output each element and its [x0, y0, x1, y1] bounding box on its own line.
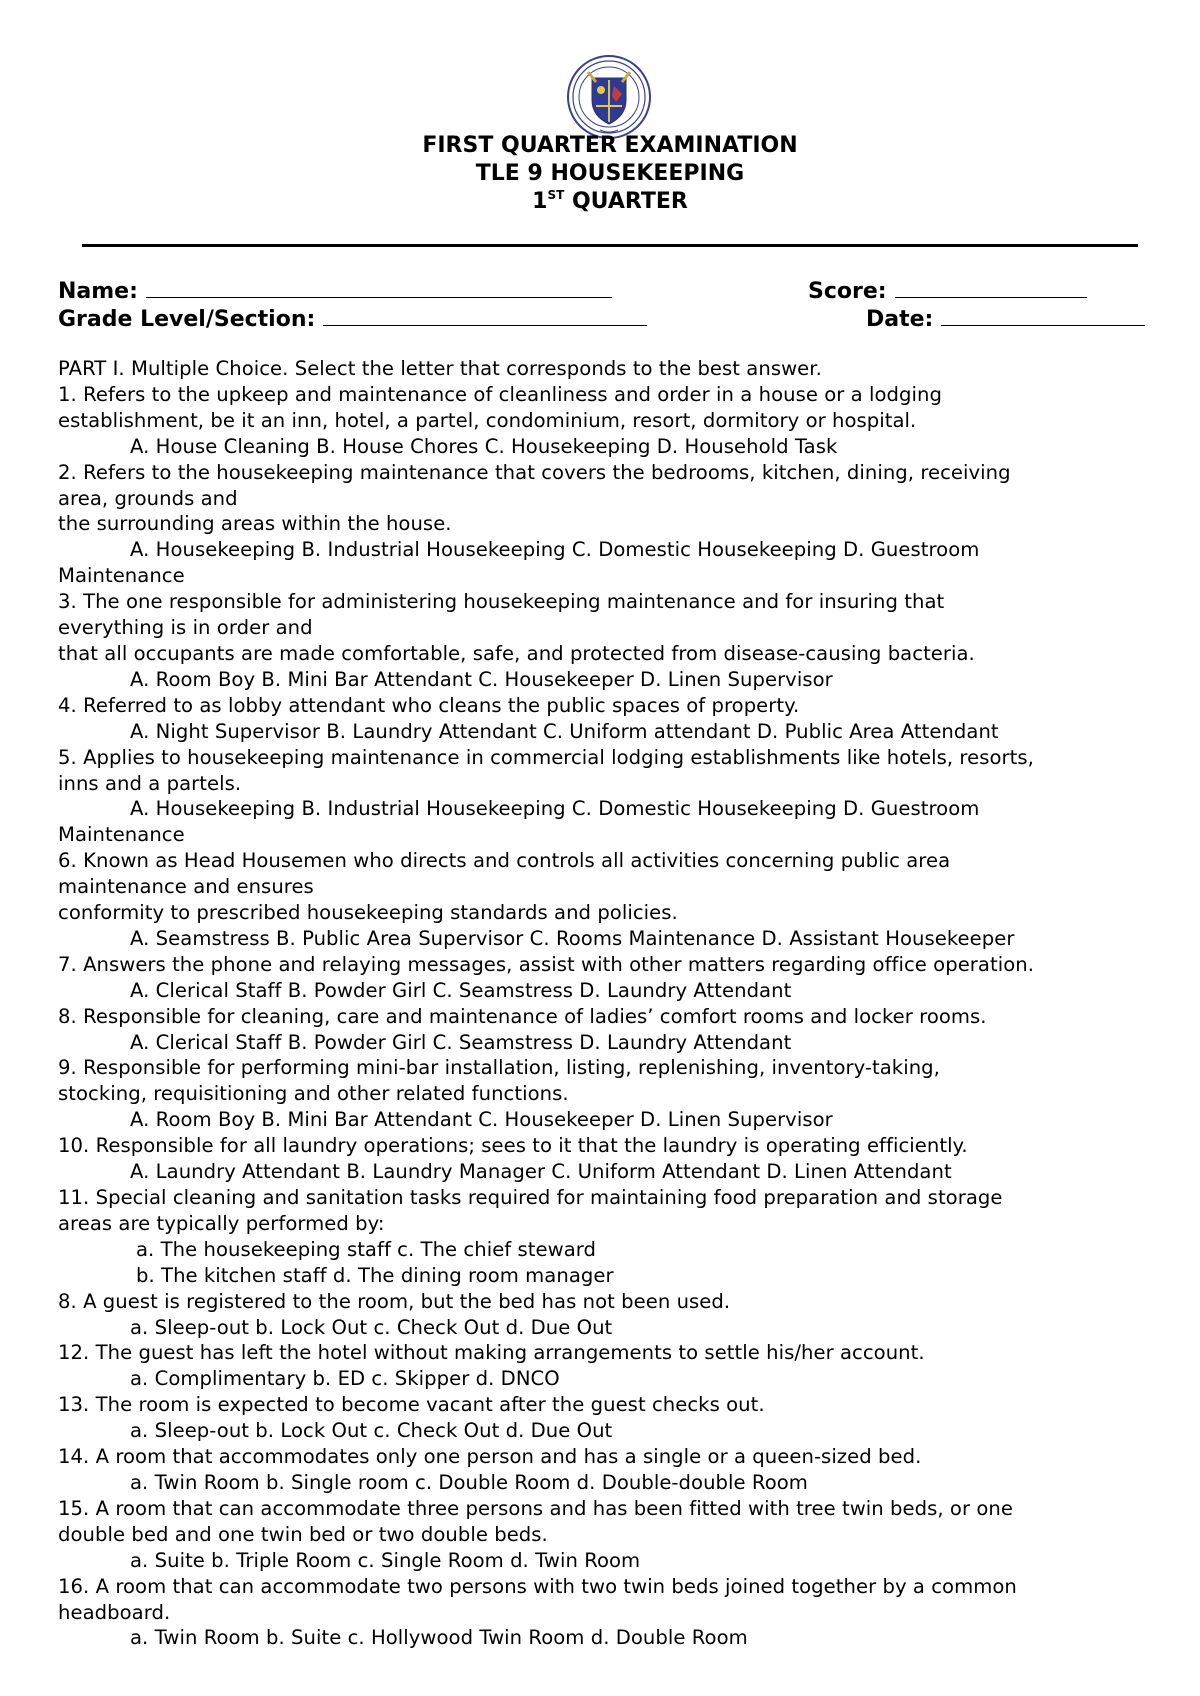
exam-subject: TLE 9 HOUSEKEEPING: [475, 161, 745, 186]
question-6: 6. Known as Head Housemen who directs and controls all activities concerning public area: [58, 849, 951, 873]
date-label: Date:: [866, 307, 934, 332]
question-5-choices-cont: Maintenance: [58, 823, 185, 847]
question-1-choices: A. House Cleaning B. House Chores C. Housekeeping D. Household Task: [130, 434, 838, 458]
question-13: 13. The room is expected to become vacant after the guest checks out.: [58, 1393, 765, 1417]
date-field[interactable]: [866, 305, 1145, 333]
question-7: 7. Answers the phone and relaying messages, assist with other matters regarding office operation.: [58, 952, 1034, 976]
question-1: 1. Refers to the upkeep and maintenance of cleanliness and order in a house or a lodging: [58, 382, 942, 406]
score-blank[interactable]: [895, 277, 1087, 298]
question-1-cont: establishment, be it an inn, hotel, a partel, condominium, resort, dormitory or hospital.: [58, 408, 917, 432]
question-12-choices: a. Complimentary b. ED c. Skipper d. DNCO: [130, 1367, 560, 1391]
question-5-choices: A. Housekeeping B. Industrial Housekeeping C. Domestic Housekeeping D. Guestroom: [130, 797, 980, 821]
question-3-choices: A. Room Boy B. Mini Bar Attendant C. Housekeeper D. Linen Supervisor: [130, 667, 833, 691]
part-instructions: PART I. Multiple Choice. Select the letter that corresponds to the best answer.: [58, 357, 822, 380]
score-label: Score:: [808, 279, 887, 304]
question-2-choices-cont: Maintenance: [58, 564, 185, 588]
score-field[interactable]: [808, 277, 1087, 305]
question-3: 3. The one responsible for administering housekeeping maintenance and for insuring that: [58, 590, 945, 614]
question-2: 2. Refers to the housekeeping maintenance that covers the bedrooms, kitchen, dining, receiving: [58, 460, 1011, 484]
grade-section-field[interactable]: [58, 305, 647, 333]
question-14-choices: a. Twin Room b. Single room c. Double Room d. Double-double Room: [130, 1470, 808, 1494]
question-16-cont: headboard.: [58, 1600, 171, 1624]
question-4-choices: A. Night Supervisor B. Laundry Attendant C. Uniform attendant D. Public Area Attendant: [130, 719, 999, 743]
grade-section-blank[interactable]: [323, 305, 647, 326]
question-11-choices-bd: b. The kitchen staff d. The dining room manager: [136, 1263, 614, 1287]
question-5-cont: inns and a partels.: [58, 771, 242, 795]
question-4: 4. Referred to as lobby attendant who cleans the public spaces of property.: [58, 693, 800, 717]
question-11-cont: areas are typically performed by:: [58, 1211, 385, 1235]
exam-quarter: 1ST QUARTER: [532, 188, 688, 214]
question-16: 16. A room that can accommodate two persons with two twin beds joined together by a common: [58, 1574, 1017, 1598]
question-8: 8. Responsible for cleaning, care and maintenance of ladies’ comfort rooms and locker rooms.: [58, 1004, 987, 1028]
question-15: 15. A room that can accommodate three persons and has been fitted with tree twin beds, or one: [58, 1496, 1013, 1520]
date-blank[interactable]: [941, 305, 1145, 326]
question-8b: 8. A guest is registered to the room, but the bed has not been used.: [58, 1289, 731, 1313]
question-3-cont: that all occupants are made comfortable, safe, and protected from disease-causing bacteria.: [58, 641, 975, 665]
exam-questions: [58, 356, 1168, 1651]
question-13-choices: a. Sleep-out b. Lock Out c. Check Out d. Due Out: [130, 1419, 613, 1443]
question-2-choices: A. Housekeeping B. Industrial Housekeeping C. Domestic Housekeeping D. Guestroom: [130, 538, 980, 562]
question-7-choices: A. Clerical Staff B. Powder Girl C. Seamstress D. Laundry Attendant: [130, 978, 792, 1002]
question-12: 12. The guest has left the hotel without making arrangements to settle his/her account.: [58, 1341, 925, 1365]
name-field[interactable]: [58, 277, 612, 305]
question-6-cont: maintenance and ensures: [58, 875, 314, 899]
question-11-choices-ac: a. The housekeeping staff c. The chief steward: [136, 1237, 597, 1261]
question-2-cont: the surrounding areas within the house.: [58, 512, 452, 536]
name-blank[interactable]: [146, 277, 612, 298]
question-8b-choices: a. Sleep-out b. Lock Out c. Check Out d. Due Out: [130, 1315, 613, 1339]
school-seal-logo: [566, 54, 652, 140]
question-9: 9. Responsible for performing mini-bar installation, listing, replenishing, inventory-taking,: [58, 1056, 940, 1080]
question-10-choices: A. Laundry Attendant B. Laundry Manager C. Uniform Attendant D. Linen Attendant: [130, 1160, 952, 1184]
grade-section-label: Grade Level/Section:: [58, 307, 316, 332]
question-5: 5. Applies to housekeeping maintenance in commercial lodging establishments like hotels, resorts,: [58, 745, 1034, 769]
question-8-choices: A. Clerical Staff B. Powder Girl C. Seamstress D. Laundry Attendant: [130, 1030, 792, 1054]
question-6-choices: A. Seamstress B. Public Area Supervisor C. Rooms Maintenance D. Assistant Housekeeper: [130, 926, 1015, 950]
question-9-cont: stocking, requisitioning and other related functions.: [58, 1082, 569, 1106]
question-2-cont: area, grounds and: [58, 486, 238, 510]
exam-header: [0, 132, 1200, 216]
question-6-cont: conformity to prescribed housekeeping standards and policies.: [58, 901, 678, 925]
question-3-cont: everything is in order and: [58, 616, 313, 640]
question-16-choices: a. Twin Room b. Suite c. Hollywood Twin Room d. Double Room: [130, 1626, 748, 1650]
name-label: Name:: [58, 279, 138, 304]
header-divider: [82, 244, 1138, 247]
question-10: 10. Responsible for all laundry operations; sees to it that the laundry is operating efficiently.: [58, 1134, 968, 1158]
exam-title: FIRST QUARTER EXAMINATION: [422, 133, 798, 158]
question-11: 11. Special cleaning and sanitation tasks required for maintaining food preparation and storage: [58, 1186, 1003, 1209]
question-15-choices: a. Suite b. Triple Room c. Single Room d. Twin Room: [130, 1548, 641, 1572]
question-14: 14. A room that accommodates only one person and has a single or a queen-sized bed.: [58, 1445, 922, 1469]
question-15-cont: double bed and one twin bed or two double beds.: [58, 1522, 548, 1546]
question-9-choices: A. Room Boy B. Mini Bar Attendant C. Housekeeper D. Linen Supervisor: [130, 1108, 833, 1132]
